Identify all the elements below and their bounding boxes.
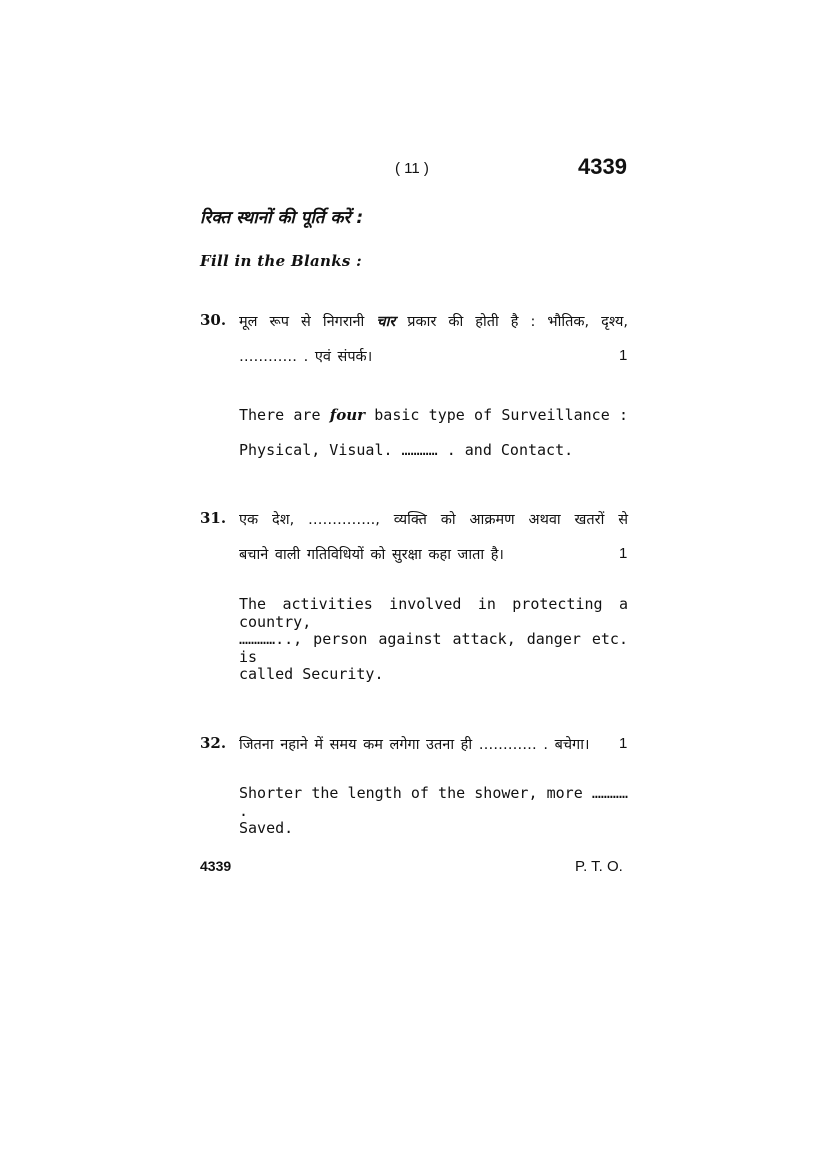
question-english-line: Shorter the length of the shower, more ………… . bbox=[239, 784, 628, 820]
emphasis-text: four bbox=[329, 406, 366, 424]
question-text: There are bbox=[239, 406, 321, 424]
paper-code: 4339 bbox=[578, 154, 627, 179]
section-heading-hindi: रिक्त स्थानों की पूर्ति करें : bbox=[200, 208, 364, 228]
please-turn-over-label: P. T. O. bbox=[575, 858, 623, 875]
page-number: ( 11 ) bbox=[395, 160, 429, 177]
marks-label: 1 bbox=[619, 735, 628, 752]
question-english-line: Physical, Visual. ………… . and Contact. bbox=[239, 441, 574, 459]
marks-label: 1 bbox=[619, 347, 628, 364]
question-hindi-line: ………… . एवं संपर्क। bbox=[239, 349, 373, 365]
question-hindi-line: जितना नहाने में समय कम लगेगा उतना ही ………… . बचेगा। bbox=[239, 737, 590, 753]
question-hindi-line: बचाने वाली गतिविधियों को सुरक्षा कहा जाता है। bbox=[239, 547, 504, 563]
question-english-line: Saved. bbox=[239, 819, 294, 837]
marks-label: 1 bbox=[619, 545, 628, 562]
question-english-line: The activities involved in protecting a country, bbox=[239, 595, 628, 631]
question-text: basic type of Surveillance : bbox=[374, 406, 628, 424]
question-number: 30. bbox=[200, 311, 227, 329]
section-heading-english: Fill in the Blanks : bbox=[200, 252, 362, 270]
question-english-line: ………….., person against attack, danger etc. is bbox=[239, 630, 628, 666]
emphasis-text: चार bbox=[376, 314, 396, 330]
question-hindi-line: एक देश, ………….., व्यक्ति को आक्रमण अथवा खतरों से bbox=[239, 512, 628, 528]
question-number: 31. bbox=[200, 509, 227, 527]
question-number: 32. bbox=[200, 734, 227, 752]
question-english-line bbox=[239, 406, 628, 424]
question-english-line: called Security. bbox=[239, 665, 384, 683]
question-text: मूल रूप से निगरानी bbox=[239, 314, 365, 330]
question-hindi-line bbox=[239, 311, 628, 331]
question-text: प्रकार की होती है : भौतिक, दृश्य, bbox=[407, 314, 629, 330]
footer-paper-code: 4339 bbox=[200, 858, 232, 874]
